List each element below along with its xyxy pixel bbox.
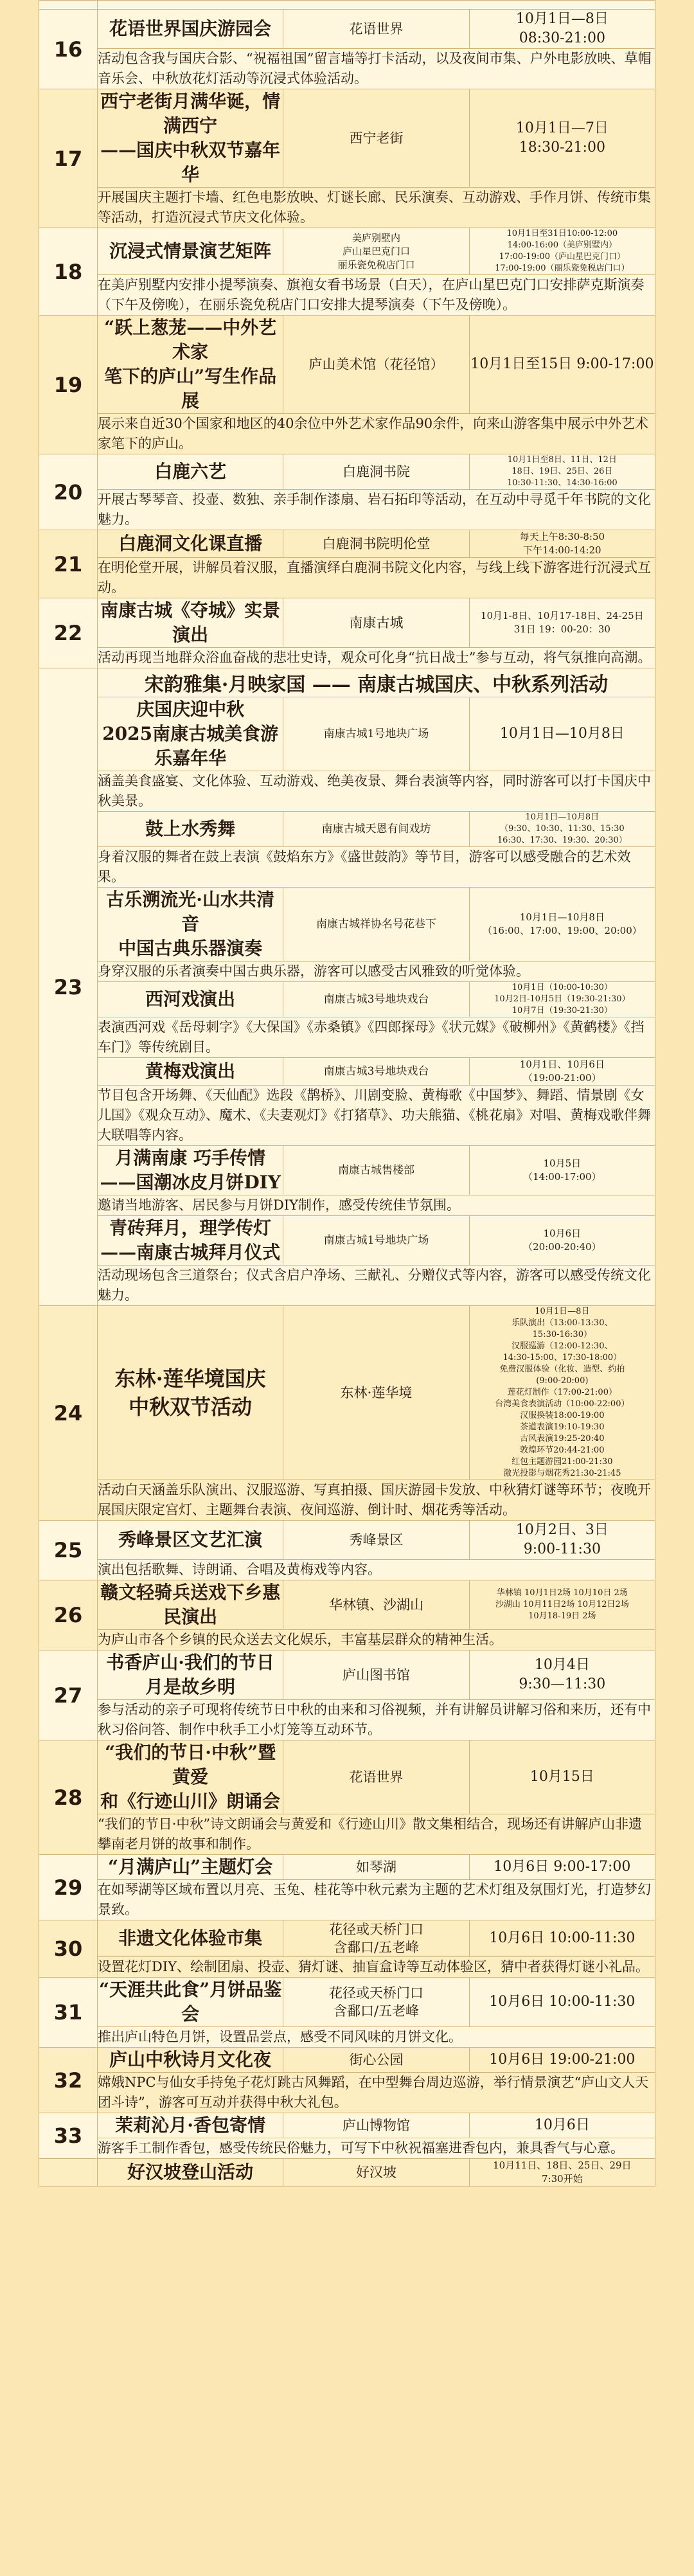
event-description: 活动包含我与国庆合影、“祝福祖国”留言墙等打卡活动，以及夜间市集、户外电影放映、草帽音乐会、中秋放花灯活动等沉浸式体验活动。 [98,49,655,89]
sub-event-description: 身着汉服的舞者在鼓上表演《鼓焰东方》《盛世鼓韵》等节目，游客可以感受融合的艺术效果。 [98,847,655,888]
event-description: “我们的节日·中秋”诗文朗诵会与黄爱和《行迹山川》散文集相结合，现场还有讲解庐山非遗攀南老月饼的故事和制作。 [98,1814,655,1855]
sub-event-row [39,1216,655,1266]
table-row [39,10,655,49]
table-row-description [39,1560,655,1580]
sub-event-description: 身穿汉服的乐者演奏中国古典乐器，游客可以感受古风雅致的听觉体验。 [98,962,655,982]
sub-event-time: 10月1日、10月6日 （19:00-21:00） [469,1058,655,1086]
row-number: 23 [39,668,98,1306]
event-description: 参与活动的亲子可现将传统节日中秋的由来和习俗视频，并有讲解员讲解习俗和来历，还有中秋习俗问答、制作中秋手工小灯笼等互动环节。 [98,1700,655,1740]
sub-event-time: 10月5日 （14:00-17:00） [469,1146,655,1195]
sub-event-name: 庆国庆迎中秋 2025南康古城美食游乐嘉年华 [98,697,283,771]
event-name: “月满庐山”主题灯会 [98,1855,283,1880]
sub-event-name: 黄梅戏演出 [98,1058,283,1086]
table-row-description [39,1814,655,1855]
event-name: “天涯共此食”月饼品鉴会 [98,1978,283,2027]
event-time: 10月6日 [469,2113,655,2138]
event-location: 庐山美术馆（花径馆） [283,316,469,414]
event-time: 10月1-8日、10月17-18日、24-25日 31日 19：00-20：30 [469,598,655,648]
sub-event-location: 南康古城3号地块戏台 [283,982,469,1017]
sub-event-description: 活动现场包含三道祭台；仪式含启户净场、三献礼、分赠仪式等内容，游客可以感受传统文化魅力。 [98,1266,655,1306]
event-description: 开展国庆主题打卡墙、红色电影放映、灯谜长廊、民乐演奏、互动游戏、手作月饼、传统市集等活动，打造沉浸式节庆文化体验。 [98,188,655,228]
table-row [39,530,655,558]
sub-event-name: 鼓上水秀舞 [98,812,283,847]
row-number: 33 [39,2113,98,2159]
sub-event-location: 南康古城3号地块戏台 [283,1058,469,1086]
schedule-table [39,0,655,2187]
event-location: 好汉坡 [283,2159,469,2187]
sub-event-row [39,888,655,962]
event-name: 白鹿洞文化课直播 [98,530,283,558]
sub-event-description-row [39,1086,655,1146]
sub-event-description-row [39,1195,655,1216]
event-time: 10月6日 10:00-11:30 [469,1978,655,2027]
table-row-description [39,648,655,668]
event-name: 好汉坡登山活动 [98,2159,283,2187]
row-number: 29 [39,1855,98,1920]
event-description: 演出包括歌舞、诗朗诵、合唱及黄梅戏等内容。 [98,1560,655,1580]
sub-event-description-row [39,962,655,982]
sub-event-description-row [39,1017,655,1058]
row-number: 30 [39,1920,98,1978]
sub-event-location: 南康古城售楼部 [283,1146,469,1195]
sub-event-description-row [39,1266,655,1306]
event-location: 秀峰景区 [283,1521,469,1560]
table-row-description [39,2138,655,2159]
event-description: 推出庐山特色月饼，设置品尝点，感受不同风味的月饼文化。 [98,2027,655,2048]
table-row [39,1306,655,1480]
sub-event-time: 10月1日—10月8日 [469,697,655,771]
event-time: 10月1日—7日 18:30-21:00 [469,89,655,188]
event-location: 美庐别墅内 庐山星巴克门口 丽乐瓷免税店门口 [283,228,469,275]
event-name: 茉莉沁月·香包寄情 [98,2113,283,2138]
event-location: 街心公园 [283,2048,469,2073]
row-number: 22 [39,598,98,668]
event-time: 10月1日—8日 08:30-21:00 [469,10,655,49]
sub-event-row [39,1058,655,1086]
event-time: 10月2日、3日 9:00-11:30 [469,1521,655,1560]
sub-event-location: 南康古城祥协名号花巷下 [283,888,469,962]
event-time: 10月6日 19:00-21:00 [469,2048,655,2073]
sub-event-location: 南康古城1号地块广场 [283,1216,469,1266]
row-number-edge [39,1,98,10]
event-time: 10月4日 9:30—11:30 [469,1650,655,1700]
event-name: 花语世界国庆游园会 [98,10,283,49]
sub-event-description-row [39,847,655,888]
table-row-description [39,2027,655,2048]
table-row [39,316,655,414]
event-time: 10月6日 9:00-17:00 [469,1855,655,1880]
event-location: 西宁老街 [283,89,469,188]
row-edge-cell [98,1,655,10]
event-location: 白鹿洞书院明伦堂 [283,530,469,558]
event-name: 白鹿六艺 [98,454,283,490]
event-description: 设置花灯DIY、绘制团扇、投壶、猜灯谜、抽盲盒诗等互动体验区，猜中者获得灯谜小礼品。 [98,1957,655,1978]
sub-event-time: 10月1日—10月8日 （9:30、10:30、11:30、15:30 16:30、17:30、19:30、20:30） [469,812,655,847]
table-row-description [39,1480,655,1521]
group-title: 宋韵雅集·月映家国 —— 南康古城国庆、中秋系列活动 [98,668,655,697]
sub-event-description-row [39,771,655,812]
row-number: 21 [39,530,98,598]
table-row-description [39,1700,655,1740]
event-description: 活动白天涵盖乐队演出、汉服巡游、写真拍摄、国庆游园卡发放、中秋猜灯谜等环节；夜晚开展国庆限定宫灯、主题舞台表演、夜间巡游、倒计时、烟花秀等活动。 [98,1480,655,1521]
row-number: 31 [39,1978,98,2048]
event-name: 南康古城《夺城》实景演出 [98,598,283,648]
event-name: 沉浸式情景演艺矩阵 [98,228,283,275]
event-location: 花径或天桥门口 含鄱口/五老峰 [283,1978,469,2027]
sub-event-description: 邀请当地游客、居民参与月饼DIY制作，感受传统佳节氛围。 [98,1195,655,1216]
sub-event-row [39,982,655,1017]
event-location: 庐山图书馆 [283,1650,469,1700]
event-location: 花径或天桥门口 含鄱口/五老峰 [283,1920,469,1957]
row-number: 25 [39,1521,98,1580]
event-name: 西宁老街月满华诞，情满西宁 ——国庆中秋双节嘉年华 [98,89,283,188]
event-name: 东林·莲华境国庆 中秋双节活动 [98,1306,283,1480]
sub-event-name: 古乐溯流光·山水共清音 中国古典乐器演奏 [98,888,283,962]
row-number: 32 [39,2048,98,2113]
table-row [39,89,655,188]
event-location: 华林镇、沙湖山 [283,1580,469,1630]
table-row [39,1855,655,1880]
sub-event-description: 表演西河戏《岳母刺字》《大保国》《赤桑镇》《四郎探母》《状元媒》《破柳州》《黄鹤楼》《挡车门》等传统剧目。 [98,1017,655,1058]
event-location: 庐山博物馆 [283,2113,469,2138]
event-description: 为庐山市各个乡镇的民众送去文化娱乐，丰富基层群众的精神生活。 [98,1630,655,1650]
event-location: 东林·莲华境 [283,1306,469,1480]
row-number: 24 [39,1306,98,1521]
event-time: 每天上午8:30-8:50 下午14:00-14:20 [469,530,655,558]
table-row [39,2113,655,2138]
row-number: 16 [39,10,98,89]
table-row-description [39,414,655,454]
event-time: 10月1日—8日 乐队演出（13:00-13:30、 15:30-16:30） 汉服巡游（12:00-12:30、 14:30-15:00、17:30-18:00） 免费汉服体验（化妆、造型、约拍 (9:00-20:00) 莲花灯制作（17:00-21:00） 台湾美食表演活动（10:00-22:00） 汉服换装18:00-19:00 茶道表演19:10-19:30 古风表演19:25-20:40 敦煌环节20:44-21:00 红包主题游园21:00-21:30 激光投影与烟花秀21:30-21:45 [469,1306,655,1480]
table-row-description [39,1630,655,1650]
table-row [39,2159,655,2187]
event-description: 展示来自近30个国家和地区的40余位中外艺术家作品90余件，向来山游客集中展示中外艺术家笔下的庐山。 [98,414,655,454]
bottom-fade [0,2552,694,2576]
row-number: 20 [39,454,98,530]
row-number: 26 [39,1580,98,1650]
table-row [39,228,655,275]
row-number: 28 [39,1740,98,1855]
event-description: 开展古琴琴音、投壶、数独、亲手制作漆扇、岩石拓印等活动，在互动中寻觅千年书院的文化魅力。 [98,490,655,530]
sub-event-row [39,697,655,771]
event-time: 10月15日 [469,1740,655,1814]
table-row-description [39,490,655,530]
sub-event-name: 青砖拜月，理学传灯 ——南康古城拜月仪式 [98,1216,283,1266]
table-row [39,1580,655,1630]
event-name: 秀峰景区文艺汇演 [98,1521,283,1560]
event-name: 非遗文化体验市集 [98,1920,283,1957]
event-description: 活动再现当地群众浴血奋战的悲壮史诗，观众可化身“抗日战士”参与互动，将气氛推向高潮。 [98,648,655,668]
event-time: 10月6日 10:00-11:30 [469,1920,655,1957]
event-location: 如琴湖 [283,1855,469,1880]
table-row [39,1740,655,1814]
sub-event-location: 南康古城天恩有间戏坊 [283,812,469,847]
sub-event-time: 10月6日 （20:00-20:40） [469,1216,655,1266]
event-name: 赣文轻骑兵送戏下乡惠民演出 [98,1580,283,1630]
table-row-description [39,49,655,89]
event-time: 10月1日至8日、11日、12日 18日、19日、25日、26日 10:30-11:30、14:30-16:00 [469,454,655,490]
sub-event-row [39,812,655,847]
table-row-description [39,188,655,228]
event-location: 南康古城 [283,598,469,648]
event-location: 花语世界 [283,10,469,49]
table-row [39,2048,655,2073]
event-name: “跃上葱茏——中外艺术家 笔下的庐山”写生作品展 [98,316,283,414]
event-location: 花语世界 [283,1740,469,1814]
row-number: 19 [39,316,98,454]
table-row-top-edge [39,1,655,10]
event-description: 在美庐别墅内安排小提琴演奏、旗袍女看书场景（白天），在庐山星巴克门口安排萨克斯演奏（下午及傍晚），在丽乐瓷免税店门口安排大提琴演奏（下午及傍晚）。 [98,275,655,316]
table-row [39,1650,655,1700]
event-time: 华林镇 10月1日2场 10月10日 2场 沙湖山 10月11日2场 10月12日2场 10月18-19日 2场 [469,1580,655,1630]
table-row-description [39,558,655,598]
event-time: 10月1日至31日10:00-12:00 14:00-16:00（美庐别墅内） 17:00-19:00（庐山星巴克门口） 17:00-19:00（丽乐瓷免税店门口） [469,228,655,275]
event-time: 10月1日至15日 9:00-17:00 [469,316,655,414]
event-time: 10月11日、18日、25日、29日 7:30开始 [469,2159,655,2187]
table-row [39,454,655,490]
event-location: 白鹿洞书院 [283,454,469,490]
table-row-group-title [39,668,655,697]
sub-event-time: 10月1日（10:00-10:30） 10月2日-10月5日（19:30-21:30） 10月7日（19:30-21:30） [469,982,655,1017]
row-number: 18 [39,228,98,316]
table-row [39,1978,655,2027]
table-row-description [39,1957,655,1978]
event-description: 在明伦堂开展，讲解员着汉服，直播演绎白鹿洞书院文化内容，与线上线下游客进行沉浸式互动。 [98,558,655,598]
table-row-description [39,275,655,316]
table-row [39,1521,655,1560]
table-row [39,598,655,648]
sub-event-description: 节目包含开场舞、《天仙配》选段《鹊桥》、川剧变脸、黄梅歌《中国梦》、舞蹈、情景剧《女儿国》《观众互动》、魔术、《夫妻观灯》《打猪草》、功夫熊猫、《桃花扇》对唱、黄梅戏歌伴舞大联唱等内容。 [98,1086,655,1146]
sub-event-name: 西河戏演出 [98,982,283,1017]
sub-event-description: 涵盖美食盛宴、文化体验、互动游戏、绝美夜景、舞台表演等内容，同时游客可以打卡国庆中秋美景。 [98,771,655,812]
sub-event-time: 10月1日—10月8日 （16:00、17:00、19:00、20:00） [469,888,655,962]
sub-event-location: 南康古城1号地块广场 [283,697,469,771]
event-name: 庐山中秋诗月文化夜 [98,2048,283,2073]
event-description: 嫦娥NPC与仙女手持兔子花灯跳古风舞蹈，在中型舞台周边巡游，举行情景演艺“庐山文人天团斗诗”，游客可互动并获得中秋大礼包。 [98,2073,655,2113]
row-number: 17 [39,89,98,228]
row-number [39,2159,98,2187]
row-number: 27 [39,1650,98,1740]
sub-event-name: 月满南康 巧手传情 ——国潮冰皮月饼DIY [98,1146,283,1195]
event-description: 游客手工制作香包，感受传统民俗魅力，可写下中秋祝福塞进香包内，兼具香气与心意。 [98,2138,655,2159]
event-description: 在如琴湖等区域布置以月亮、玉兔、桂花等中秋元素为主题的艺术灯组及氛围灯光，打造梦幻景致。 [98,1880,655,1920]
event-schedule-table [39,0,655,2187]
event-name: “我们的节日·中秋”暨黄爱 和《行迹山川》朗诵会 [98,1740,283,1814]
event-name: 书香庐山·我们的节日 月是故乡明 [98,1650,283,1700]
table-row-description [39,2073,655,2113]
sub-event-row [39,1146,655,1195]
table-row [39,1920,655,1957]
table-row-description [39,1880,655,1920]
